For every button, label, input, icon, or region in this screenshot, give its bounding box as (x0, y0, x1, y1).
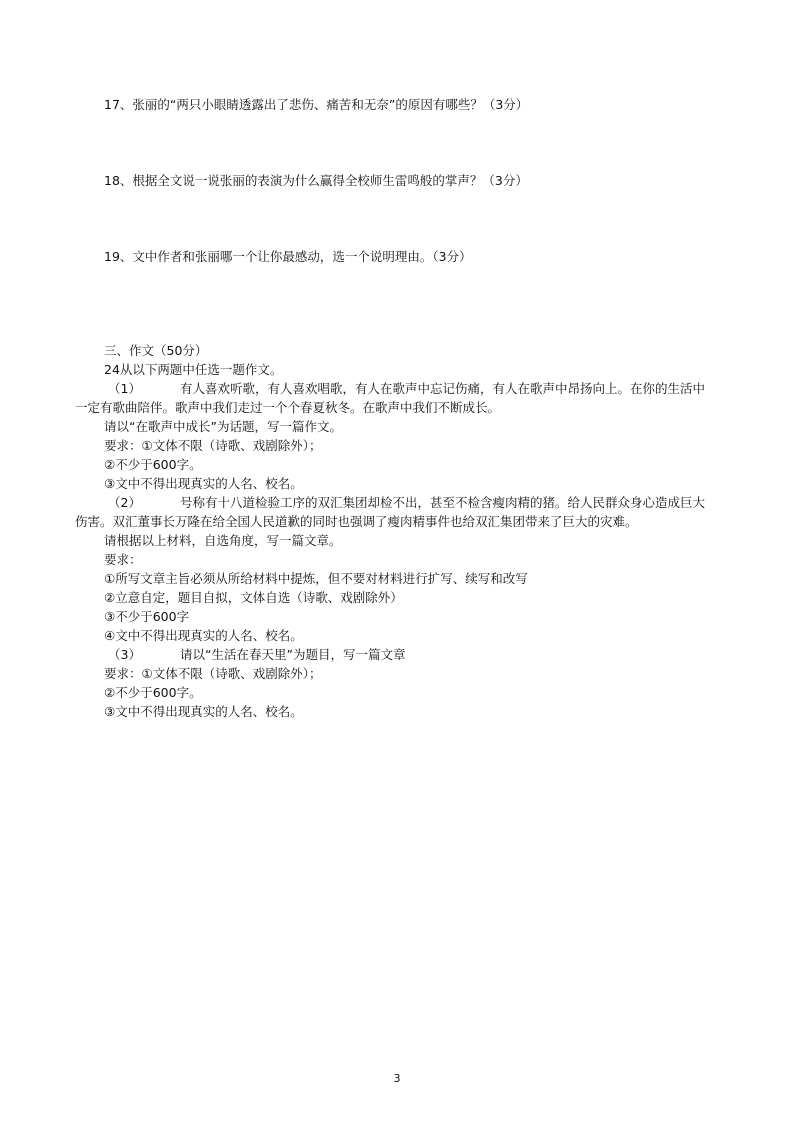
option-2-text-2: 伤害。双汇董事长万隆在给全国人民道歉的同时也强调了瘦肉精事件也给双汇集团带来了巨大的灾难。 (75, 514, 638, 529)
question-18: 18、根据全文说一说张丽的表演为什么赢得全校师生雷鸣般的掌声？（3分） (104, 173, 528, 188)
section-title: 三、作文（50分） (104, 343, 208, 358)
question-17: 17、张丽的“两只小眼睛透露出了悲伤、痛苦和无奈”的原因有哪些？（3分） (104, 97, 529, 112)
option-2-req-2: ②立意自定，题目自拟，文体自选（诗歌、戏剧除外） (104, 590, 403, 605)
option-1-text-2: 一定有歌曲陪伴。歌声中我们走过一个个春夏秋冬。在歌声中我们不断成长。 (75, 400, 501, 415)
option-3-req-3: ③文中不得出现真实的人名、校名。 (104, 704, 303, 719)
option-3-number: （3） (108, 647, 141, 662)
option-1-req-3: ③文中不得出现真实的人名、校名。 (104, 476, 303, 491)
option-1-req-1: 要求：①文体不限（诗歌、戏剧除外）； (104, 438, 322, 453)
option-2-req-3: ③不少于600字 (104, 609, 190, 624)
option-3-line (104, 646, 405, 664)
option-2-text-1: 号称有十八道检验工序的双汇集团却检不出，甚至不检含瘦肉精的猪。给人民群众身心造成巨大 (180, 495, 706, 510)
option-1-topic: 请以“在歌声中成长”为话题，写一篇作文。 (104, 419, 342, 434)
option-1-text-1: 有人喜欢听歌，有人喜欢唱歌，有人在歌声中忘记伤痛，有人在歌声中昂扬向上。在你的生活中 (180, 381, 706, 396)
option-2-req-4: ④文中不得出现真实的人名、校名。 (104, 628, 303, 643)
option-2-req-title: 要求： (104, 552, 142, 567)
option-1-number: （1） (108, 381, 141, 396)
option-2-topic: 请根据以上材料，自选角度，写一篇文章。 (104, 533, 342, 548)
option-1-line-1 (104, 380, 705, 398)
option-3-req-2: ②不少于600字。 (104, 685, 202, 700)
option-1-req-2: ②不少于600字。 (104, 457, 202, 472)
option-2-number: （2） (108, 495, 141, 510)
option-3-req-1: 要求：①文体不限（诗歌、戏剧除外）； (104, 666, 322, 681)
option-2-req-1: ①所写文章主旨必须从所给材料中提炼，但不要对材料进行扩写、续写和改写 (104, 571, 528, 586)
option-3-text: 请以“生活在春天里”为题目，写一篇文章 (180, 647, 406, 662)
section-intro: 24从以下两题中任选一题作文。 (104, 362, 283, 377)
page-number: 3 (393, 1072, 401, 1085)
question-19: 19、文中作者和张丽哪一个让你最感动，选一个说明理由。（3分） (104, 249, 472, 264)
option-2-line-1 (104, 494, 705, 512)
